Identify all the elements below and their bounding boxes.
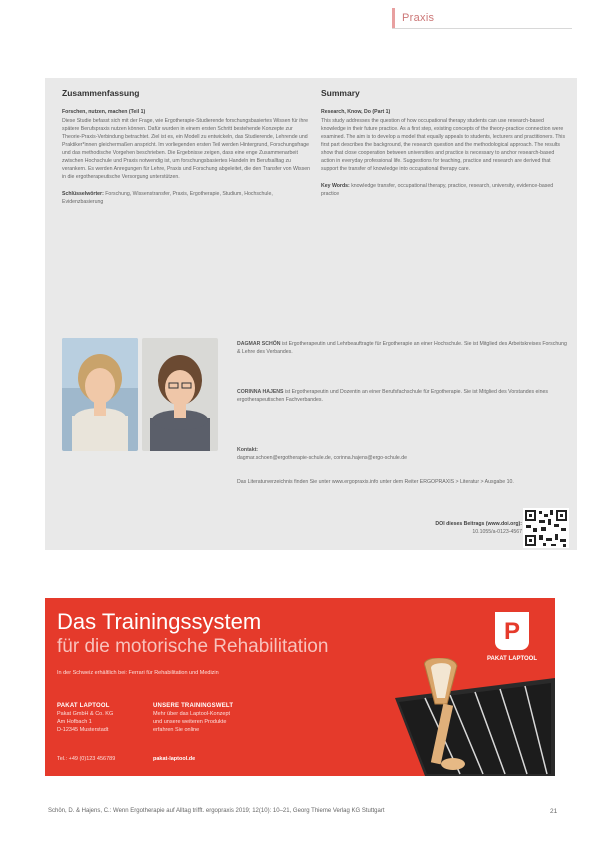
pakat-brand-label: PAKAT LAPTOOL	[487, 656, 537, 662]
ad-trainingswelt-line: erfahren Sie online	[153, 727, 200, 733]
ad-subheadline: für die motorische Rehabilitation	[57, 636, 329, 657]
author-bio-text: ist Ergotherapeutin und Lehrbeauftragte für Ergotherapie an einer Hochschule. Sie ist Mitglied des Arbeitskreises Forschung & Lehre des Verbandes.	[237, 341, 567, 355]
key-words-text: knowledge transfer, occupational therapy, practice, research, university, evidence-based practice	[321, 183, 554, 197]
contact-block	[237, 446, 569, 462]
keywords-text: Forschung, Wissenstransfer, Praxis, Ergotherapie, Studium, Hochschule, Evidenzbasierung	[62, 191, 273, 205]
keywords-label: Schlüsselwörter:	[62, 191, 104, 197]
summary-column	[321, 88, 567, 198]
author-name: DAGMAR SCHÖN	[237, 341, 281, 347]
zusammenfassung-body: Diese Studie befasst sich mit der Frage, wie Ergotherapie-Studierende forschungsbasiertes Wissen für ihre spätere Berufspraxis nutzen können. Dafür wurden in einem ersten Schritt bestehende Konzepte zur Theorie-Praxis-Verbindung betrachtet. Ziel ist es, ein Modell zu entwickeln, das Studierende, Lehrende und Praktiker*innen gleichermaßen anspricht. Im vorliegenden ersten Teil werden Hintergrund, Forschungsfrage und das methodische Vorgehen beschrieben. Die Ergebnisse zeigen, dass eine enge Zusammenarbeit zwischen Hochschule und Praxis notwendig ist, um forschungsbasiertes Handeln im Berufsalltag zu verankern. Es werden Anregungen für Lehre, Praxis und Forschung abgeleitet, die den Transfer von Wissen in die ergotherapeutische Versorgung unterstützen.	[62, 118, 310, 180]
ad-address-line: Am Hofbach 1	[57, 719, 92, 725]
zusammenfassung-keywords	[62, 190, 312, 206]
key-words-label: Key Words:	[321, 183, 350, 189]
references-note	[237, 478, 569, 486]
ad-trainingswelt-line: Mehr über das Laptool-Konzept	[153, 711, 231, 717]
doi-label: DOI dieses Beitrags (www.doi.org):	[435, 521, 522, 527]
ad-trainingswelt-title: UNSERE TRAININGSWELT	[153, 703, 234, 709]
summary-keywords	[321, 182, 567, 198]
section-header	[392, 8, 572, 29]
ad-address	[57, 702, 147, 734]
page-number: 21	[550, 808, 558, 815]
ad-intro: In der Schweiz erhältlich bei: Ferrari für Rehabilitation und Medizin	[57, 670, 219, 676]
section-accent	[392, 8, 395, 28]
summary-heading: Summary	[321, 88, 360, 98]
ad-trainingswelt-line: und unsere weiteren Produkte	[153, 719, 227, 725]
ad-address-title: PAKAT LAPTOOL	[57, 703, 110, 709]
contact-label: Kontakt:	[237, 447, 259, 453]
summary-subtitle: Research, Know, Do (Part 1)	[321, 109, 391, 115]
contact-email[interactable]: dagmar.schoen@ergotherapie-schule.de, corinna.hajens@ergo-schule.de	[237, 455, 408, 461]
author-bio-text: ist Ergotherapeutin und Dozentin an einer Berufsfachschule für Ergotherapie. Sie ist Mitglied des Vorstandes eines ergotherapeutischen Fachverbandes.	[237, 389, 548, 403]
ad-trainingswelt	[153, 702, 253, 734]
author-bio-schoen	[237, 340, 569, 356]
ad-phone[interactable]: Tel.: +49 (0)123 456789	[57, 756, 116, 762]
zusammenfassung-subtitle: Forschen, nutzen, machen (Teil 1)	[62, 109, 146, 115]
author-photo-hajens	[142, 338, 218, 451]
zusammenfassung-heading: Zusammenfassung	[62, 88, 140, 98]
ad-address-line: D-12345 Musterstadt	[57, 727, 109, 733]
doi-value[interactable]: 10.1055/a-0123-4567	[472, 529, 522, 535]
advertisement-banner[interactable]	[45, 598, 555, 776]
qr-code-icon	[523, 508, 569, 548]
ad-address-line: Pakat GmbH & Co. KG	[57, 711, 114, 717]
author-name: CORINNA HAJENS	[237, 389, 284, 395]
references-note-text: Das Literaturverzeichnis finden Sie unter www.ergopraxis.info unter dem Reiter ERGOPRAXIS > Literatur > Ausgabe 10.	[237, 479, 514, 485]
footer-citation: Schön, D. & Hajens, C.: Wenn Ergotherapie auf Alltag trifft. ergopraxis 2019; 12(10): 10–21, Georg Thieme Verlag KG Stuttgart	[48, 808, 385, 814]
zusammenfassung-column	[62, 88, 312, 206]
section-label: Praxis	[402, 12, 435, 24]
author-bio-hajens	[237, 388, 569, 404]
doi-block	[384, 520, 522, 536]
author-photo-schoen	[62, 338, 138, 451]
pakat-logo-icon: P	[495, 612, 529, 650]
ad-url-link[interactable]: pakat-laptool.de	[153, 756, 196, 762]
product-image	[365, 658, 555, 776]
ad-headline: Das Trainingssystem	[57, 609, 262, 634]
summary-body: This study addresses the question of how occupational therapy students can use research-based knowledge in their future practice. As a first step, existing concepts of the theory-practice connection were examined. The aim is to develop a model that equally appeals to students, lecturers and practitioners. This first part describes the background, the research question and the methodological approach. The results show that close cooperation between universities and practice is necessary to anchor research-based action in everyday professional life. Suggestions for teaching, practice and research are derived that support the transfer of knowledge into occupational therapy care.	[321, 118, 566, 172]
